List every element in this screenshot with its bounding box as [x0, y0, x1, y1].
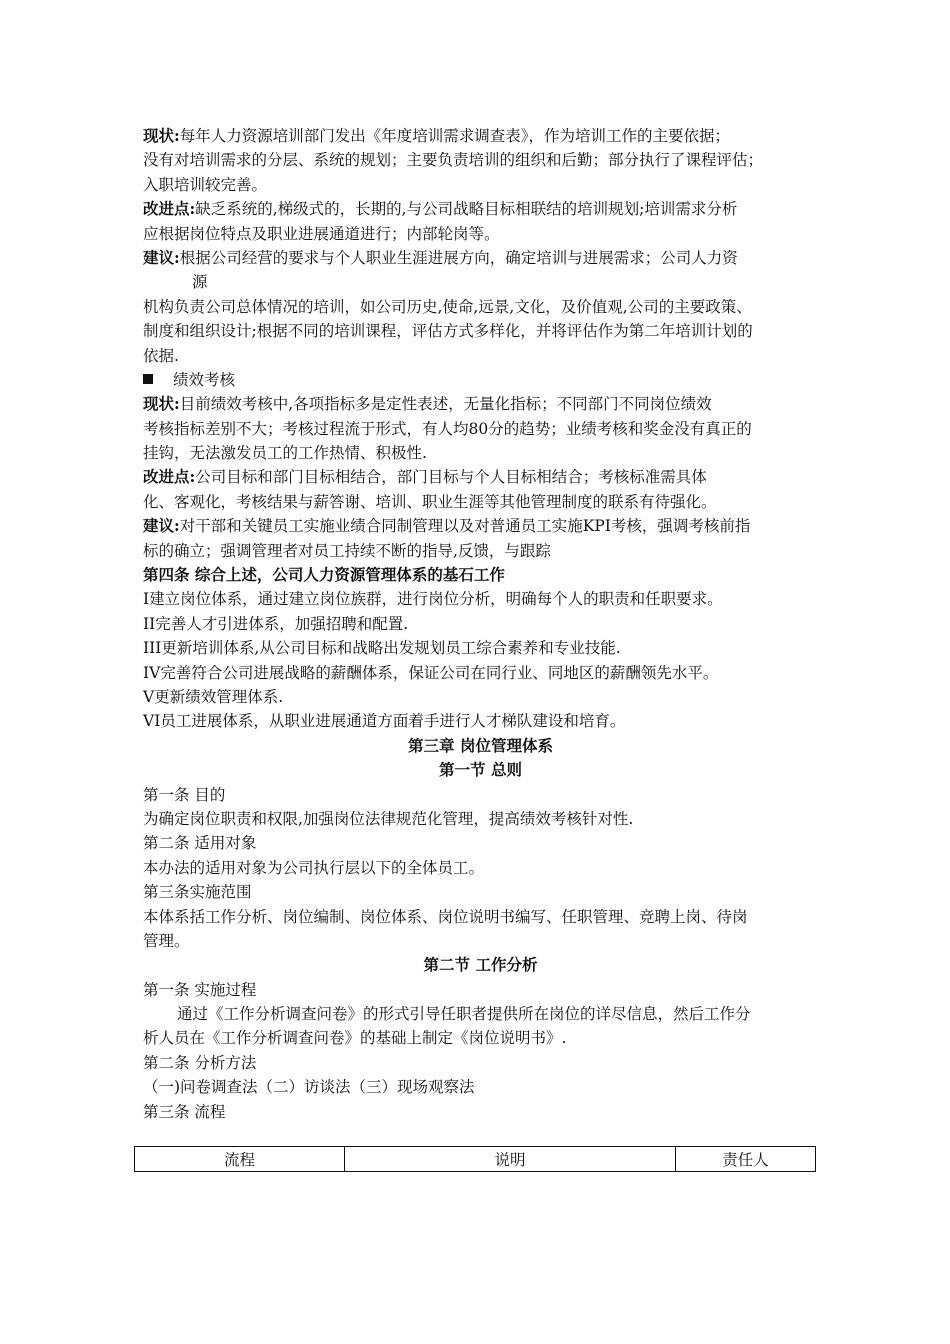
text-line: 为确定岗位职责和权限,加强岗位法律规范化管理，提高绩效考核针对性. — [143, 809, 634, 828]
text-line: 没有对培训需求的分层、系统的规划；主要负责培训的组织和后勤；部分执行了课程评估； — [143, 151, 764, 170]
inline-label: 现状: — [143, 394, 180, 414]
text-line: 依据. — [143, 346, 179, 365]
text-line: 改进点:公司目标和部门目标相结合，部门目标与个人目标相结合；考核标准需具体 — [143, 467, 707, 487]
text-line: （一)问卷调查法（二）访谈法（三）现场观察法 — [143, 1078, 475, 1097]
text-line: 考核指标差别不大；考核过程流于形式，有人均80分的趋势；业绩考核和奖金没有真正的 — [143, 419, 752, 438]
table-header-cell: 流程 — [135, 1147, 345, 1172]
text-line: 现状:目前绩效考核中,各项指标多是定性表述，无量化指标；不同部门不同岗位绩效 — [143, 394, 712, 414]
text-line: 建议:对干部和关键员工实施业绩合同制管理以及对普通员工实施KPI考核，强调考核前指 — [143, 516, 751, 536]
document-body — [143, 124, 818, 1124]
section-heading: 第四条 综合上述，公司人力资源管理体系的基石工作 — [143, 565, 505, 585]
text-line: 入职培训较完善。 — [143, 175, 268, 194]
text-line: 源 — [192, 273, 208, 292]
inline-label: 建议: — [143, 247, 180, 267]
text-line: 本办法的适用对象为公司执行层以下的全体员工。 — [143, 858, 485, 877]
square-bullet-icon — [143, 374, 153, 384]
article-heading: 第一条 目的 — [143, 785, 226, 804]
text-line: 机构负责公司总体情况的培训，如公司历史,使命,远景,文化，及价值观,公司的主要政策、 — [143, 297, 752, 316]
section-title: 第一节 总则 — [439, 760, 522, 780]
list-item: V更新绩效管理体系. — [143, 687, 284, 706]
text-line: 标的确立；强调管理者对员工持续不断的指导,反馈，与跟踪 — [143, 541, 551, 560]
chapter-title: 第三章 岗位管理体系 — [408, 735, 553, 755]
inline-label: 现状: — [143, 126, 180, 145]
text-line: 管理。 — [143, 931, 190, 950]
text-line: 挂钩，无法激发员工的工作热情、积极性. — [143, 444, 427, 463]
section-title: 第二节 工作分析 — [423, 955, 538, 975]
process-table — [134, 1146, 816, 1172]
text-line: 本体系括工作分析、岗位编制、岗位体系、岗位说明书编写、任职管理、竞聘上岗、待岗 — [143, 907, 748, 926]
table-header-row — [135, 1147, 816, 1172]
article-heading: 第二条 适用对象 — [143, 834, 257, 853]
list-item: IV完善符合公司进展战略的薪酬体系，保证公司在同行业、同地区的薪酬领先水平。 — [143, 663, 719, 682]
text-line: 制度和组织设计;根据不同的培训课程，评估方式多样化，并将评估作为第二年培训计划的 — [143, 322, 753, 341]
article-heading: 第一条 实施过程 — [143, 980, 257, 999]
text-line: 改进点:缺乏系统的,梯级式的，长期的,与公司战略目标相联结的培训规划;培训需求分析 — [143, 199, 738, 219]
article-heading: 第三条实施范围 — [143, 883, 252, 902]
table-header-cell: 责任人 — [676, 1147, 816, 1172]
inline-label: 改进点: — [143, 467, 196, 487]
bullet-heading: 绩效考核 — [143, 368, 818, 392]
text-line: 析人员在《工作分析调查问卷》的基础上制定《岗位说明书》. — [143, 1029, 567, 1048]
article-heading: 第三条 流程 — [143, 1102, 226, 1121]
inline-label: 改进点: — [143, 199, 196, 219]
text-line: 通过《工作分析调查问卷》的形式引导任职者提供所在岗位的详尽信息，然后工作分 — [177, 1005, 751, 1024]
inline-label: 建议: — [143, 516, 180, 536]
list-item: I建立岗位体系，通过建立岗位族群，进行岗位分析，明确每个人的职责和任职要求。 — [143, 590, 723, 609]
list-item: III更新培训体系,从公司目标和战略出发规划员工综合素养和专业技能. — [143, 639, 621, 658]
list-item: VI员工进展体系，从职业进展通道方面着手进行人才梯队建设和培育。 — [143, 712, 626, 731]
text-line: 应根据岗位特点及职业进展通道进行；内部轮岗等。 — [143, 224, 500, 243]
text-line: 现状:每年人力资源培训部门发出《年度培训需求调查表》，作为培训工作的主要依据； — [143, 126, 730, 145]
text-line: 建议:根据公司经营的要求与个人职业生涯进展方向，确定培训与进展需求；公司人力资 — [143, 247, 738, 267]
text-line: 化、客观化，考核结果与薪答谢、培训、职业生涯等其他管理制度的联系有待强化。 — [143, 492, 717, 511]
list-item: II完善人才引进体系，加强招聘和配置. — [143, 614, 409, 633]
article-heading: 第二条 分析方法 — [143, 1053, 257, 1072]
table-header-cell: 说明 — [345, 1147, 676, 1172]
